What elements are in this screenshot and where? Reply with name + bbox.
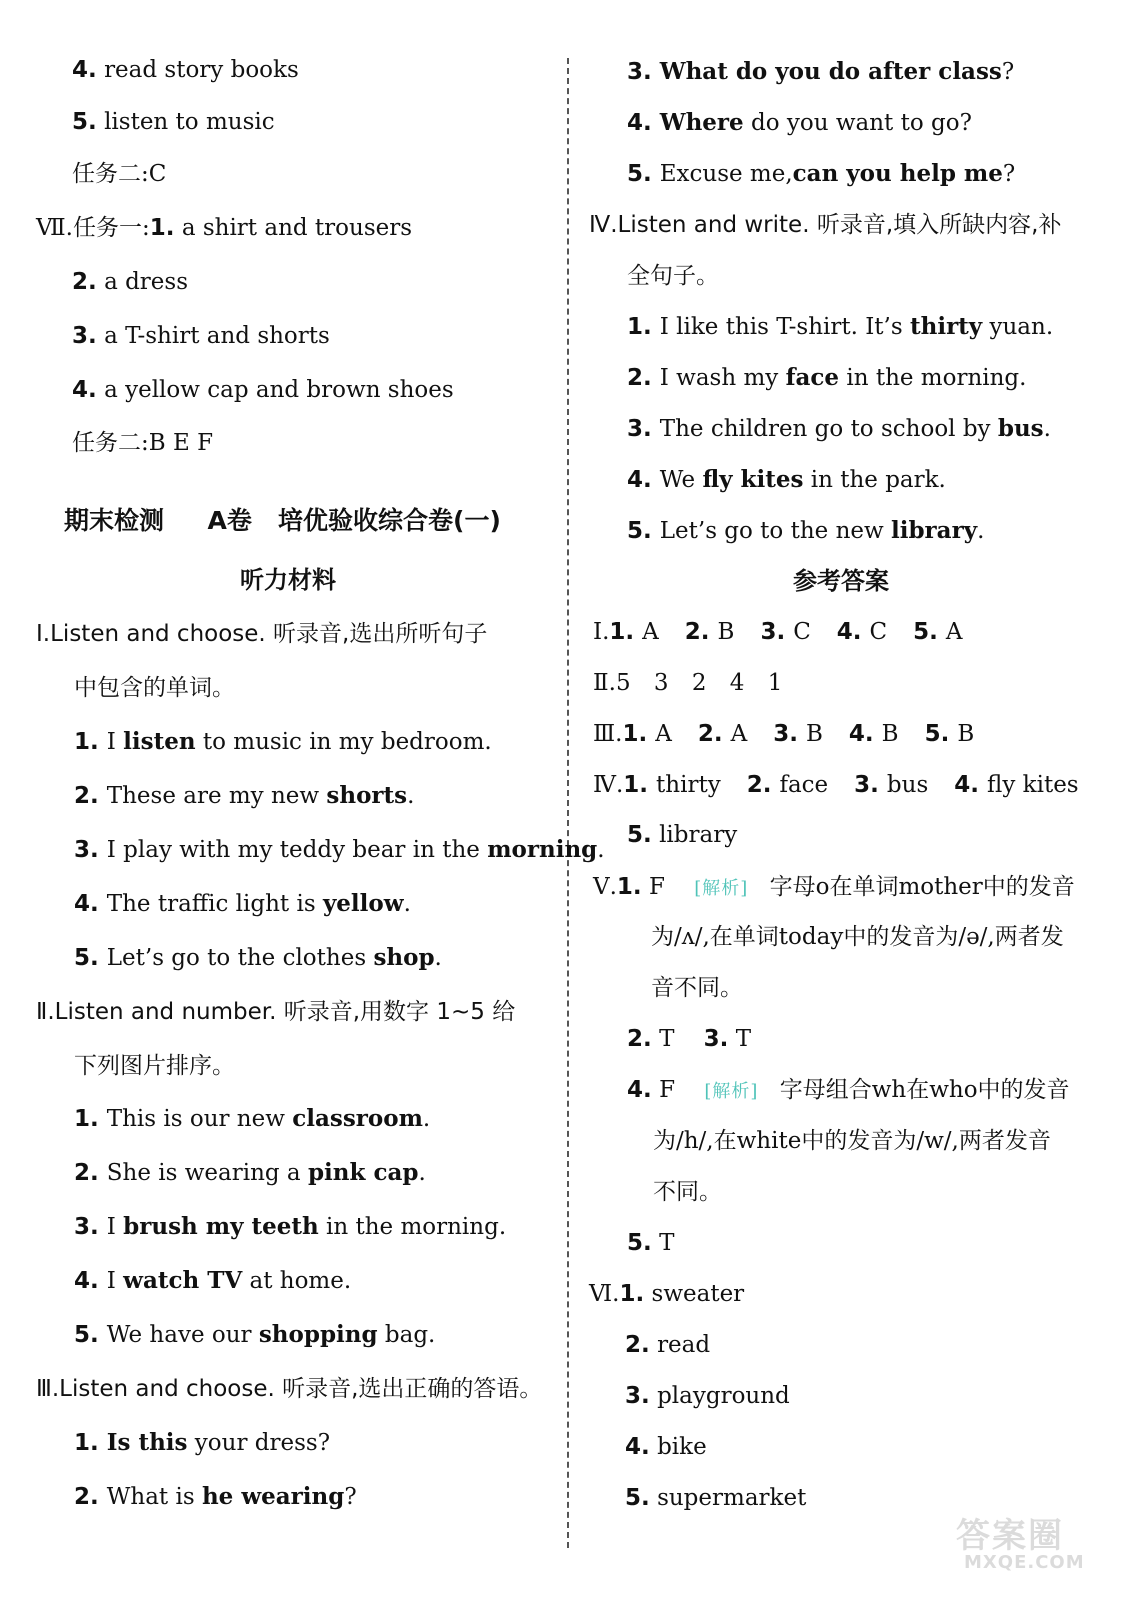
answer-row-3: Ⅲ.1. A 2. A 3. B 4. B 5. B	[593, 721, 975, 747]
item-number: 4.	[627, 467, 660, 493]
answer-line: 2. a dress	[72, 269, 189, 295]
sentence-item: 1. Is this your dress?	[74, 1429, 331, 1456]
item-number: 2.	[74, 1484, 107, 1510]
item-number: 1.	[627, 314, 660, 340]
keyword: face	[785, 364, 840, 391]
answer-row-6: Ⅵ.1. sweater	[589, 1281, 745, 1307]
sentence-item: 3. I play with my teddy bear in the morning.	[74, 836, 605, 863]
answer-item: 4. B	[848, 721, 899, 747]
answer-row-4: Ⅳ.1. thirty 2. face 3. bus 4. fly kites	[593, 772, 1079, 798]
item-number: 1.	[74, 729, 107, 755]
sentence-item: 4. We fly kites in the park.	[627, 466, 946, 493]
sentence-item: 5. Excuse me,can you help me?	[627, 160, 1016, 187]
answer-item: 2. B	[684, 619, 735, 645]
analysis-text: 音不同。	[651, 975, 743, 1001]
sentence-item: 2. I wash my face in the morning.	[627, 364, 1027, 391]
sentence-item: 2. These are my new shorts.	[74, 782, 415, 809]
section-heading: Ⅳ.Listen and write. 听录音,填入所缺内容,补	[589, 212, 1062, 238]
answer-row-6: 5. supermarket	[625, 1485, 807, 1511]
keyword: Where	[659, 109, 744, 136]
keyword: shopping	[258, 1321, 378, 1348]
answer-item: 3. C	[760, 619, 811, 645]
answer-row-6: 3. playground	[625, 1383, 790, 1409]
answer-line: 4. a yellow cap and brown shoes	[72, 377, 454, 403]
answer-row-5b: 2. T 3. T	[627, 1026, 752, 1052]
sentence-item: 4. The traffic light is yellow.	[74, 890, 411, 917]
section-heading-cont: 全句子。	[627, 263, 719, 289]
sentence-item: 5. Let’s go to the new library.	[627, 517, 985, 544]
keyword: classroom	[292, 1105, 423, 1132]
section-heading: Ⅲ.Listen and choose. 听录音,选出正确的答语。	[36, 1376, 543, 1402]
answer-item: 1. A	[622, 721, 672, 747]
item-number: 1.	[74, 1106, 107, 1132]
sentence-item: 1. I like this T-shirt. It’s thirty yuan.	[627, 313, 1054, 340]
item-number: 2.	[74, 783, 107, 809]
item-number: 2.	[627, 365, 660, 391]
answer-row-5d: 5. T	[627, 1230, 675, 1256]
answer-item: 2. A	[697, 721, 748, 747]
item-number: 3.	[74, 1214, 107, 1240]
keyword: Is this	[106, 1429, 188, 1456]
keyword: shorts	[326, 782, 408, 809]
section-heading-cont: 下列图片排序。	[74, 1053, 235, 1079]
column-divider	[567, 58, 569, 1548]
answer-line: 5. listen to music	[72, 109, 275, 135]
answer-line: 任务二:B E F	[72, 430, 214, 456]
keyword: yellow	[322, 890, 404, 917]
answer-line: 3. a T-shirt and shorts	[72, 323, 330, 349]
keyword: library	[891, 517, 978, 544]
sentence-item: 3. What do you do after class?	[627, 58, 1015, 85]
answer-item: 4. C	[836, 619, 888, 645]
analysis-text: 不同。	[653, 1179, 722, 1205]
item-number: 5.	[627, 518, 660, 544]
answer-item: 2. face	[746, 772, 829, 798]
answer-row-1: Ⅰ.1. A 2. B 3. C 4. C 5. A	[593, 619, 963, 645]
keyword: shop	[373, 944, 435, 971]
answer-row-6: 2. read	[625, 1332, 711, 1358]
sentence-item: 1. This is our new classroom.	[74, 1105, 431, 1132]
sentence-item: 3. I brush my teeth in the morning.	[74, 1213, 507, 1240]
keyword: brush my teeth	[123, 1213, 319, 1240]
item-number: 5.	[74, 1322, 107, 1348]
answer-heading: 参考答案	[793, 567, 889, 595]
analysis-tag: [解析]	[704, 1081, 759, 1102]
answer-row-5c: 4. F [解析] 字母组合wh在who中的发音	[627, 1077, 1070, 1103]
section-heading-cont: 中包含的单词。	[74, 675, 235, 701]
answer-item: 1. A	[609, 619, 659, 645]
keyword: can you help me	[792, 160, 1003, 187]
answer-item: 5. B	[924, 721, 975, 747]
section-vii: Ⅶ.任务一:1. a shirt and trousers	[36, 215, 413, 241]
answer-row-2: Ⅱ.5 3 2 4 1	[593, 670, 783, 696]
answer-item: 4. fly kites	[954, 772, 1079, 798]
item-number: 3.	[627, 416, 660, 442]
keyword: watch TV	[123, 1267, 243, 1294]
section-heading: Ⅰ.Listen and choose. 听录音,选出所听句子	[36, 621, 488, 647]
keyword: What do you do after class	[659, 58, 1002, 85]
item-number: 4.	[627, 110, 660, 136]
answer-line: 4. read story books	[72, 57, 299, 83]
sentence-item: 3. The children go to school by bus.	[627, 415, 1051, 442]
exam-title: 期末检测 A卷 培优验收综合卷(一)	[64, 506, 501, 535]
keyword: pink cap	[307, 1159, 419, 1186]
analysis-text: 为/h/,在white中的发音为/w/,两者发音	[653, 1128, 1051, 1154]
item-number: 4.	[74, 1268, 107, 1294]
keyword: listen	[123, 728, 196, 755]
answer-row-5: Ⅴ.1. F [解析] 字母o在单词mother中的发音	[593, 874, 1075, 900]
answer-row-6: 4. bike	[625, 1434, 707, 1460]
listening-heading: 听力材料	[240, 566, 336, 594]
item-number: 4.	[74, 891, 107, 917]
keyword: fly kites	[702, 466, 804, 493]
keyword: thirty	[909, 313, 983, 340]
item-number: 2.	[74, 1160, 107, 1186]
answer-item: 3. bus	[854, 772, 929, 798]
analysis-tag: [解析]	[694, 878, 749, 899]
sentence-item: 5. We have our shopping bag.	[74, 1321, 436, 1348]
answer-item: 3. B	[773, 721, 823, 747]
item-number: 3.	[627, 59, 660, 85]
keyword: morning	[487, 836, 598, 863]
sentence-item: 4. I watch TV at home.	[74, 1267, 352, 1294]
item-number: 5.	[74, 945, 107, 971]
section-heading: Ⅱ.Listen and number. 听录音,用数字 1~5 给	[36, 999, 516, 1025]
analysis-text: 为/ʌ/,在单词today中的发音为/ə/,两者发	[651, 924, 1064, 950]
sentence-item: 2. She is wearing a pink cap.	[74, 1159, 426, 1186]
answer-item: 5. A	[913, 619, 963, 645]
item-number: 5.	[627, 161, 660, 187]
sentence-item: 2. What is he wearing?	[74, 1483, 357, 1510]
answer-item: 1. thirty	[623, 772, 721, 798]
sentence-item: 1. I listen to music in my bedroom.	[74, 728, 492, 755]
answer-row-4b: 5. library	[627, 822, 738, 848]
watermark-logo: 答案圈 MXQE.COM	[956, 1516, 1085, 1573]
item-number: 1.	[74, 1430, 107, 1456]
keyword: bus	[997, 415, 1044, 442]
item-number: 3.	[74, 837, 107, 863]
answer-line: 任务二:C	[72, 161, 167, 187]
sentence-item: 5. Let’s go to the clothes shop.	[74, 944, 442, 971]
keyword: he wearing	[201, 1483, 345, 1510]
sentence-item: 4. Where do you want to go?	[627, 109, 972, 136]
